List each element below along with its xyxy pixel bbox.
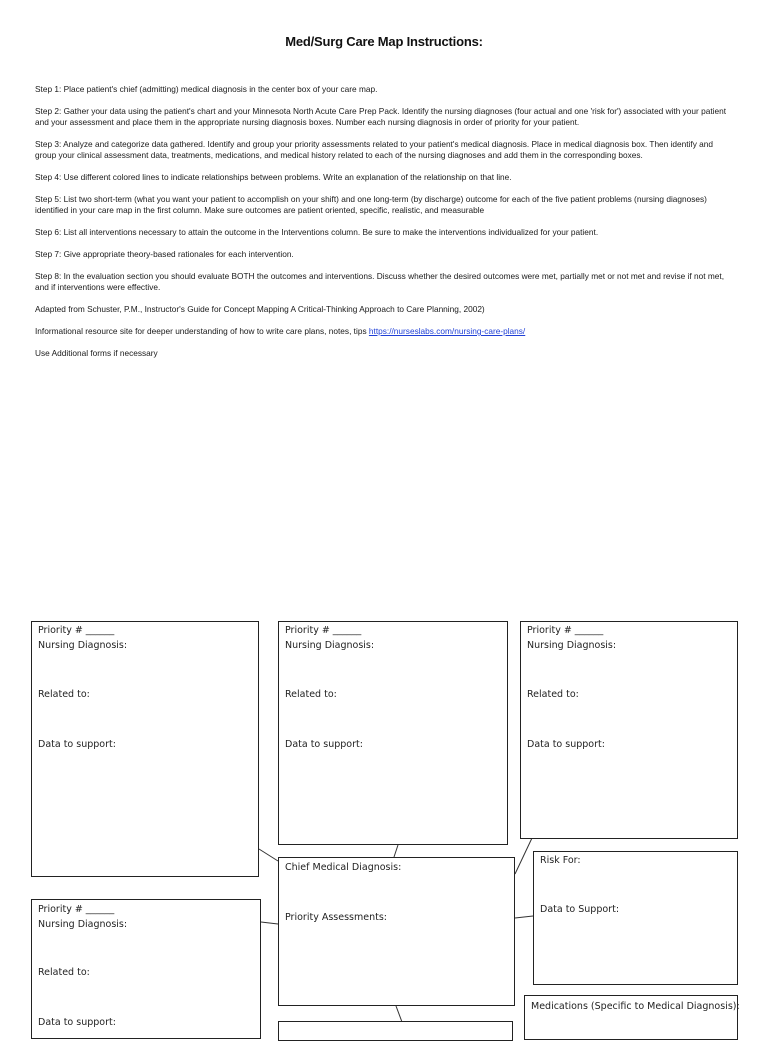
connector-line (396, 1006, 402, 1022)
page-title: Med/Surg Care Map Instructions: (285, 34, 483, 49)
priority-label: Priority # ______ (285, 625, 362, 636)
medications-box[interactable] (524, 995, 738, 1040)
connector-line (515, 838, 532, 874)
nursing-dx-label: Nursing Diagnosis: (38, 640, 128, 651)
nursing-dx-label: Nursing Diagnosis: (527, 640, 617, 651)
data-support-label: Data to support: (38, 1017, 116, 1028)
priority-assessments-label: Priority Assessments: (285, 912, 387, 923)
resource-link[interactable]: https://nurseslabs.com/nursing-care-plans/ (368, 326, 526, 336)
step-1: Step 1: Place patient's chief (admitting) medical diagnosis in the center box of your care map. (35, 84, 378, 94)
nursing-dx-box-4[interactable] (31, 899, 261, 1039)
step-8: Step 8: In the evaluation section you should evaluate BOTH the outcomes and interventions. Discuss whether the desired outcomes were met, partially met or not met and revise if not met, and if interventions were effective. (35, 271, 724, 292)
nursing-dx-box-3[interactable] (520, 621, 738, 839)
citation: Adapted from Schuster, P.M., Instructor's Guide for Concept Mapping A Critical-Thinking Approach to Care Planning, 2002) (35, 304, 485, 314)
nursing-dx-box-2[interactable] (278, 621, 508, 845)
nursing-dx-box-1[interactable] (31, 621, 259, 877)
nursing-dx-label: Nursing Diagnosis: (285, 640, 375, 651)
priority-label: Priority # ______ (527, 625, 604, 636)
priority-label: Priority # ______ (38, 625, 115, 636)
medications-label: Medications (Specific to Medical Diagnosis): (531, 1001, 740, 1012)
risk-for-box[interactable] (533, 851, 738, 985)
connector-line (394, 845, 398, 857)
additional-forms-note: Use Additional forms if necessary (35, 348, 158, 358)
step-4: Step 4: Use different colored lines to indicate relationships between problems. Write an explanation of the relationship on that line. (35, 172, 512, 182)
priority-label: Priority # ______ (38, 904, 115, 915)
lower-center-box[interactable] (278, 1021, 513, 1041)
step-2: Step 2: Gather your data using the patient's chart and your Minnesota North Acute Care Prep Pack. Identify the nursing diagnoses (four actual and one 'risk for') associated with your patient and your assessment and place them in the appropriate nursing diagnosis boxes. Number each nursing diagnosis in order of priority for your patient. (35, 106, 727, 127)
step-5: Step 5: List two short-term (what you want your patient to accomplish on your shift) and one long-term (by discharge) outcome for each of the five patient problems (nursing diagnoses) identified in your care map in the first column. Make sure outcomes are patient oriented, specific, realistic, and measurable (35, 194, 707, 215)
data-support-label: Data to support: (285, 739, 363, 750)
nursing-dx-label: Nursing Diagnosis: (38, 919, 128, 930)
risk-for-label: Risk For: (540, 855, 581, 866)
chief-medical-diagnosis-box[interactable] (278, 857, 515, 1006)
step-6: Step 6: List all interventions necessary to attain the outcome in the Interventions column. Be sure to make the interventions individualized for your patient. (35, 227, 599, 237)
related-to-label: Related to: (527, 689, 579, 700)
chief-dx-label: Chief Medical Diagnosis: (285, 862, 402, 873)
related-to-label: Related to: (38, 967, 90, 978)
step-7: Step 7: Give appropriate theory-based rationales for each intervention. (35, 249, 294, 259)
data-support-label: Data to support: (38, 739, 116, 750)
resource-text: Informational resource site for deeper understanding of how to write care plans, notes, tips (35, 326, 369, 336)
connector-line (515, 916, 533, 918)
risk-data-support-label: Data to Support: (540, 904, 620, 915)
related-to-label: Related to: (38, 689, 90, 700)
connector-line (261, 922, 278, 924)
related-to-label: Related to: (285, 689, 337, 700)
step-3: Step 3: Analyze and categorize data gathered. Identify and group your priority assessments related to your patient's medical diagnosis. Place in medical diagnosis box. Then identify and group your clinical assessment data, treatments, medications, and medical history related to each of the nursing diagnoses and add them in the corresponding boxes. (35, 139, 714, 160)
data-support-label: Data to support: (527, 739, 605, 750)
connector-line (259, 849, 278, 861)
